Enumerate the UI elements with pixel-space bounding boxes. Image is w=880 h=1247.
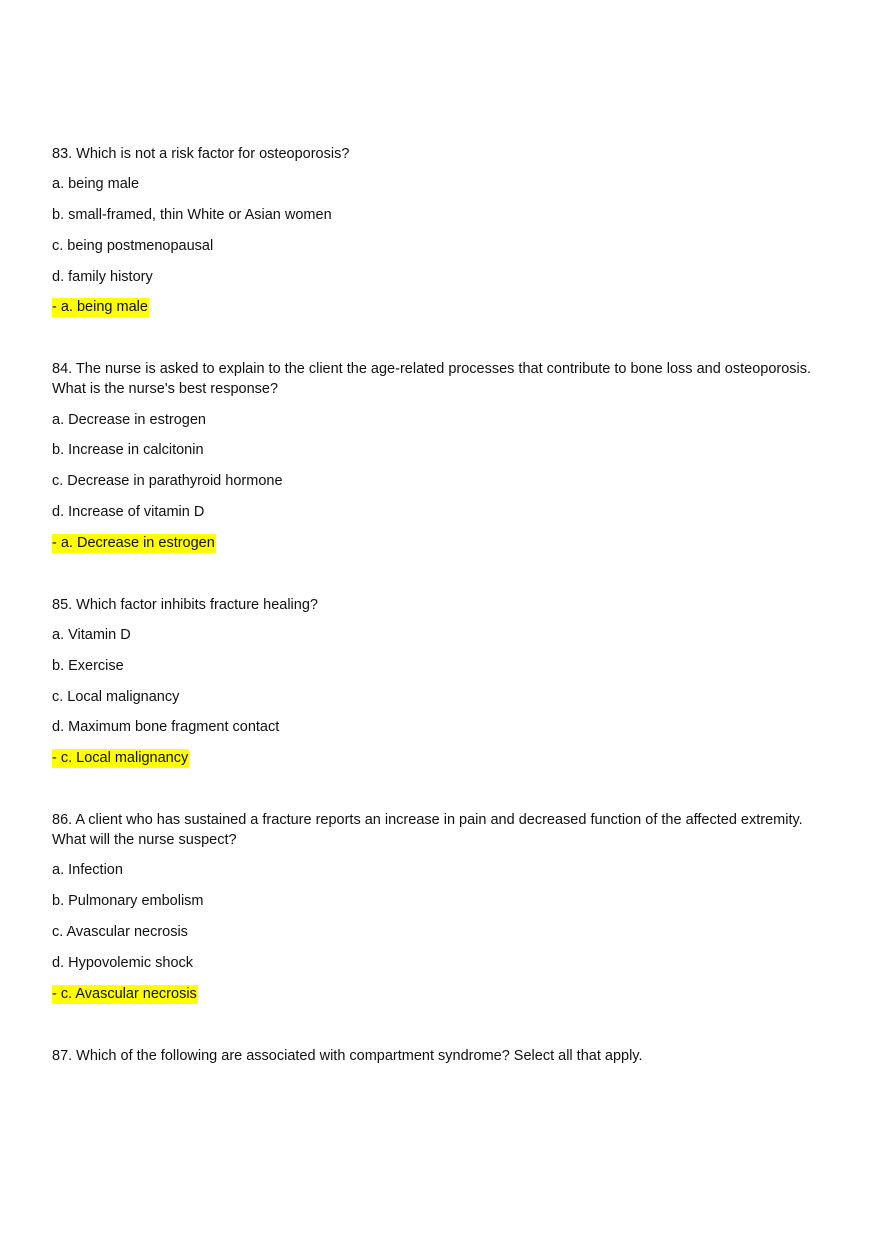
question-text: 83. Which is not a risk factor for osteoporosis? (52, 146, 350, 162)
option-a: a. Vitamin D (52, 626, 131, 643)
question-text: 86. A client who has sustained a fracture reports an increase in pain and decreased function of the affected extremity. What will the nurse suspect? (52, 812, 803, 849)
option-a: a. Infection (52, 862, 123, 879)
highlighted-answer: - c. Avascular necrosis (52, 985, 197, 1002)
highlighted-answer: - c. Local malignancy (52, 750, 189, 767)
answer-line (52, 533, 832, 553)
highlighted-answer: - a. Decrease in estrogen (52, 534, 215, 551)
option-a: a. Decrease in estrogen (52, 411, 206, 428)
option-c: c. Avascular necrosis (52, 923, 188, 940)
option-a: a. being male (52, 176, 140, 193)
question-text: 84. The nurse is asked to explain to the client the age-related processes that contribute to bone loss and osteoporosis. What is the nurse's best response? (52, 361, 812, 398)
option-d: d. Hypovolemic shock (52, 954, 194, 971)
spacer (52, 1004, 832, 1046)
question-83 (52, 144, 832, 317)
spacer (52, 768, 832, 810)
spacer (52, 317, 832, 359)
question-text: 87. Which of the following are associated with compartment syndrome? Select all that apply. (52, 1047, 643, 1064)
option-d: d. family history (52, 268, 153, 285)
answer-line (52, 297, 832, 317)
option-d: d. Maximum bone fragment contact (52, 719, 280, 736)
option-b: b. Exercise (52, 657, 124, 674)
question-text: 85. Which factor inhibits fracture healing? (52, 596, 318, 613)
option-b: b. small-framed, thin White or Asian women (52, 206, 332, 223)
option-b: b. Pulmonary embolism (52, 893, 204, 910)
question-84 (52, 359, 832, 552)
highlighted-answer: - a. being male (52, 299, 148, 316)
answer-line (52, 748, 832, 768)
question-86 (52, 810, 832, 1003)
option-c: c. Decrease in parathyroid hormone (52, 473, 283, 490)
spacer (52, 553, 832, 595)
option-c: c. being postmenopausal (52, 237, 214, 254)
question-87 (52, 1046, 832, 1066)
option-c: c. Local malignancy (52, 688, 180, 705)
quiz-content (52, 144, 832, 1076)
option-d: d. Increase of vitamin D (52, 503, 205, 520)
answer-line (52, 984, 832, 1004)
question-85 (52, 595, 832, 768)
option-b: b. Increase in calcitonin (52, 442, 204, 459)
